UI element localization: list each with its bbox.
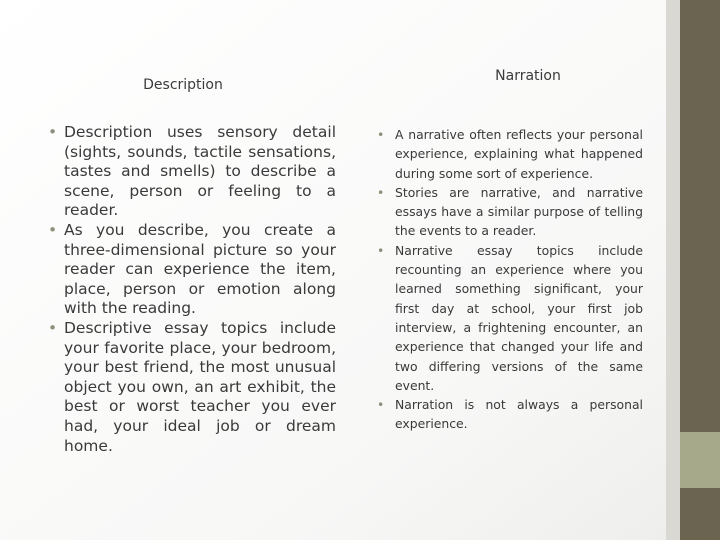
list-item: [377, 395, 643, 434]
narration-heading: Narration: [495, 68, 561, 84]
list-item: [377, 125, 643, 183]
bullet-icon: •: [377, 242, 385, 258]
bullet-icon: •: [48, 123, 58, 141]
bullet-text: As you describe, you create a three-dimensional picture so your reader can experience the item, place, person or emotion along with the reading.: [64, 220, 336, 318]
bullet-text: Description uses sensory detail (sights, sounds, tactile sensations, tastes and smells) to describe a scene, person or feeling to a reader.: [64, 123, 336, 220]
bullet-text: Narration is not always a personal experience.: [395, 397, 643, 432]
list-item: [377, 241, 643, 395]
list-item: [48, 319, 336, 456]
bullet-icon: •: [377, 127, 385, 142]
decorative-band-light: [666, 0, 680, 540]
list-item: [48, 123, 336, 221]
bullet-icon: •: [377, 184, 385, 200]
bullet-text: A narrative often reflects your personal experience, explaining what happened during some sort of experience.: [395, 127, 643, 181]
list-item: [377, 183, 643, 241]
bullet-text: Stories are narrative, and narrative essays have a similar purpose of telling the events to a reader.: [395, 184, 643, 239]
narration-bullet-list: [377, 125, 643, 434]
bullet-text: Descriptive essay topics include your favorite place, your bedroom, your best friend, the most unusual object you own, an art exhibit, the best or worst teacher you ever had, your ideal job or dream home.: [64, 318, 336, 455]
list-item: [48, 221, 336, 319]
bullet-icon: •: [377, 397, 385, 413]
bullet-text: Narrative essay topics include recounting an experience where you learned something significant, your first day at school, your first job interview, a frightening encounter, an experience that changed your life and two differing versions of the same event.: [395, 242, 643, 393]
decorative-band-accent: [680, 432, 720, 488]
description-bullet-list: [48, 123, 336, 456]
bullet-icon: •: [48, 318, 58, 337]
bullet-icon: •: [48, 220, 58, 239]
description-heading: Description: [143, 77, 223, 93]
